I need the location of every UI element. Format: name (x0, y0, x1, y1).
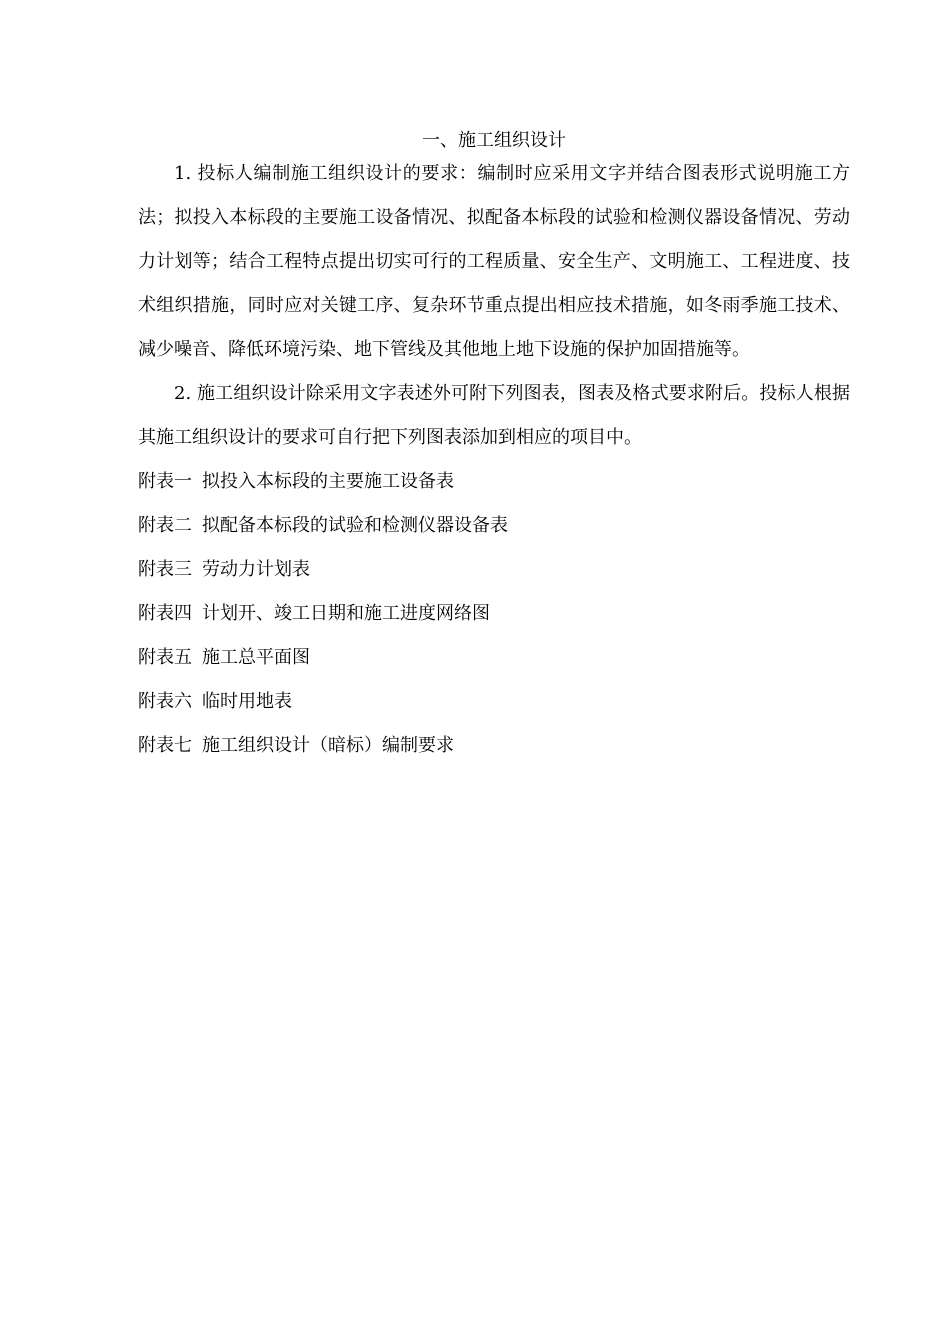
appendix-label: 附表三 (138, 559, 192, 580)
section-heading: 一、施工组织设计 (422, 130, 566, 151)
appendix-label: 附表六 (138, 691, 192, 712)
appendix-item-6 (138, 680, 850, 724)
paragraph-attachments: 2. 施工组织设计除采用文字表述外可附下列图表，图表及格式要求附后。投标人根据其施工组织设计的要求可自行把下列图表添加到相应的项目中。 (138, 383, 850, 448)
appendix-label: 附表七 (138, 735, 192, 756)
appendix-title: 劳动力计划表 (202, 559, 310, 580)
appendix-title: 施工总平面图 (202, 647, 310, 668)
paragraph-requirements: 1. 投标人编制施工组织设计的要求：编制时应采用文字并结合图表形式说明施工方法；拟投入本标段的主要施工设备情况、拟配备本标段的试验和检测仪器设备情况、劳动力计划等；结合工程特点提出切实可行的工程质量、安全生产、文明施工、工程进度、技术组织措施，同时应对关键工序、复杂环节重点提出相应技术措施，如冬雨季施工技术、减少噪音、降低环境污染、地下管线及其他地上地下设施的保护加固措施等。 (138, 163, 850, 360)
appendix-list (138, 460, 850, 768)
appendix-item-2 (138, 504, 850, 548)
appendix-label: 附表五 (138, 647, 192, 668)
appendix-label: 附表二 (138, 515, 192, 536)
appendix-item-7 (138, 724, 850, 768)
document-body (138, 124, 850, 768)
appendix-item-5 (138, 636, 850, 680)
appendix-title: 拟投入本标段的主要施工设备表 (202, 471, 454, 492)
appendix-item-3 (138, 548, 850, 592)
appendix-label: 附表一 (138, 471, 192, 492)
appendix-title: 拟配备本标段的试验和检测仪器设备表 (202, 515, 508, 536)
appendix-label: 附表四 (138, 603, 192, 624)
appendix-item-1 (138, 460, 850, 504)
appendix-item-4 (138, 592, 850, 636)
appendix-title: 临时用地表 (202, 691, 292, 712)
appendix-title: 计划开、竣工日期和施工进度网络图 (202, 603, 490, 624)
appendix-title: 施工组织设计（暗标）编制要求 (202, 735, 454, 756)
